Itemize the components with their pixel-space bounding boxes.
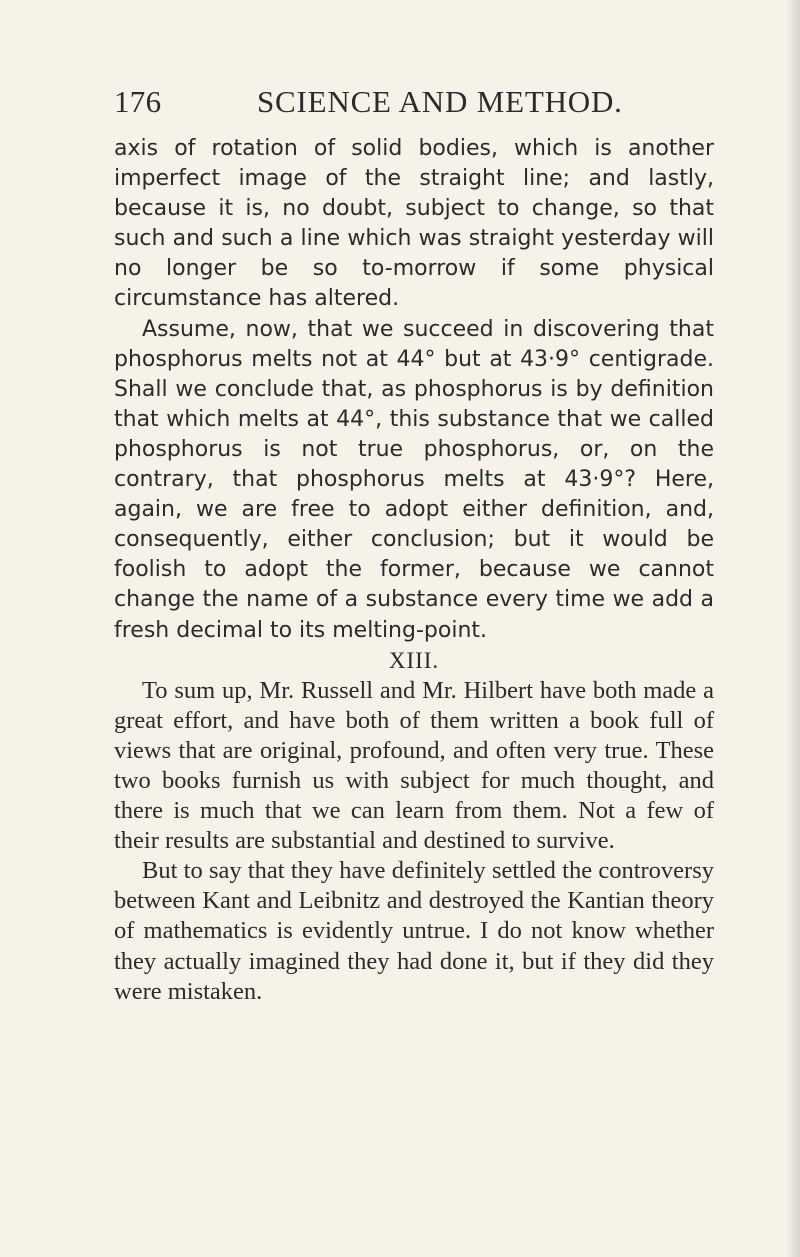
paragraph-4: But to say that they have definitely settled the controversy between Kant and Leibnitz and destroyed the Kantian theory of mathematics is evidently untrue. I do not know whether they actually imagined they had done it, but if they did they were mistaken. (114, 857, 714, 1005)
page-header (114, 84, 714, 124)
paragraph-2: Assume, now, that we succeed in discovering that phosphorus melts not at 44° but at 43·9° centigrade. Shall we conclude that, as phosphorus is by definition that which melts at 44°, this substance that we called phosphorus is not true phosphorus, or, on the contrary, that phosphorus melts at 43·9°? Here, again, we are free to adopt either definition, and, consequently, either conclusion; but it would be foolish to adopt the former, because we cannot change the name of a substance every time we add a fresh decimal to its melting-point. (114, 316, 714, 643)
paragraph-1: axis of rotation of solid bodies, which is another imperfect image of the straight line; and lastly, because it is, no doubt, subject to change, so that such and such a line which was straight yesterday will no longer be so to-morrow if some physical circumstance has altered. (114, 136, 714, 312)
paragraph-3: To sum up, Mr. Russell and Mr. Hilbert have both made a great effort, and have both of them written a book full of views that are original, profound, and often very true. These two books furnish us with subject for much thought, and there is much that we can learn from them. Not a few of their results are substantial and destined to survive. (114, 676, 714, 855)
page-edge-shadow (786, 0, 800, 1257)
page-number: 176 (114, 84, 162, 119)
running-title: SCIENCE AND METHOD. (257, 84, 623, 119)
body-text (114, 134, 714, 1007)
section-heading: XIII. (388, 647, 440, 673)
